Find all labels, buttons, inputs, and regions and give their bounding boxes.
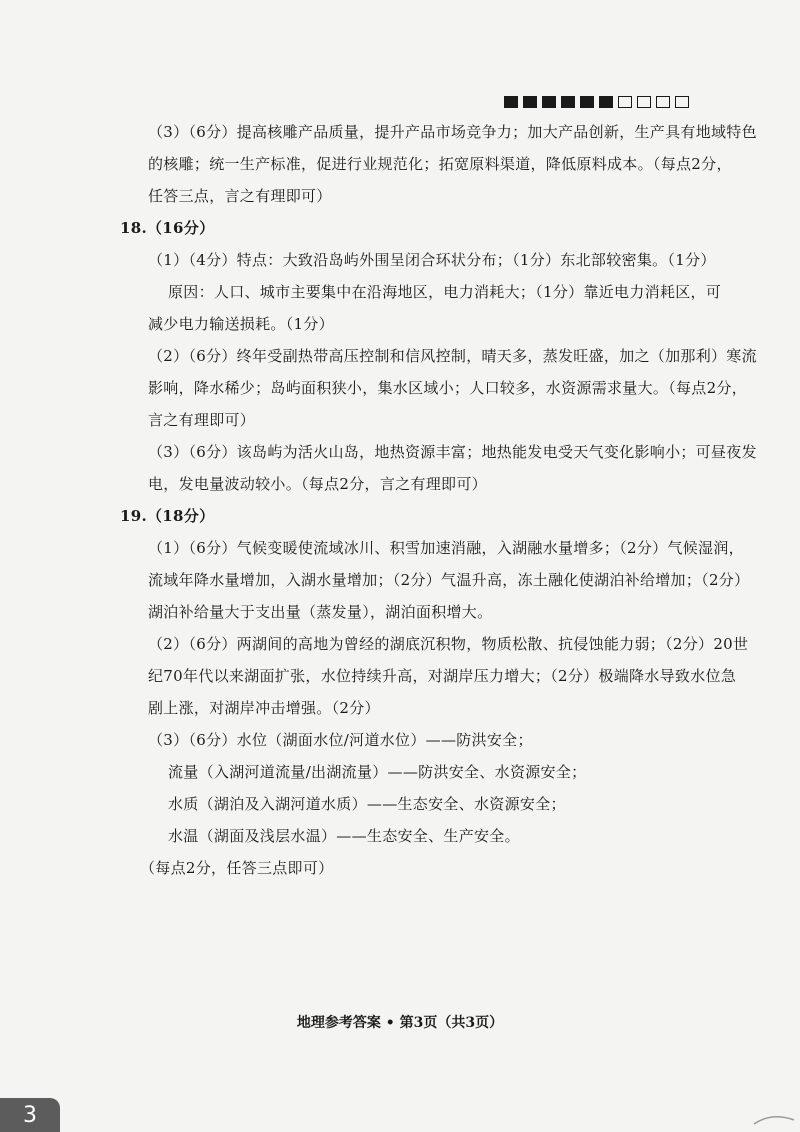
q19-line-10: 水温（湖面及浅层水温）——生态安全、生产安全。 [168,827,520,845]
q18-line-6: 言之有理即可） [148,411,256,429]
progress-square [504,96,518,108]
progress-square [618,96,632,108]
progress-square [561,96,575,108]
q19-line-11: （每点2分，任答三点即可） [140,859,334,877]
progress-square [523,96,537,108]
page-footer: 地理参考答案 • 第3页（共3页） [296,1015,504,1031]
page-curl-icon [752,1112,796,1126]
q18-line-7: （3）（6分）该岛屿为活火山岛，地热资源丰富；地热能发电受天气变化影响小；可昼夜发 [148,443,757,461]
q19-line-7: （3）（6分）水位（湖面水位/河道水位）——防洪安全； [148,731,533,749]
progress-square [675,96,689,108]
q17-3-line-1: （3）（6分）提高核雕产品质量，提升产品市场竞争力；加大产品创新，生产具有地域特色 [148,123,757,141]
q18-line-5: 影响，降水稀少；岛屿面积狭小，集水区域小；人口较多，水资源需求量大。（每点2分， [148,379,748,397]
progress-square [637,96,651,108]
q17-3-line-3: 任答三点，言之有理即可） [148,187,332,205]
progress-square [580,96,594,108]
q18-line-2: 原因：人口、城市主要集中在沿海地区，电力消耗大；（1分）靠近电力消耗区，可 [168,283,722,301]
q18-line-8: 电，发电量波动较小。（每点2分，言之有理即可） [148,475,487,493]
q18-line-4: （2）（6分）终年受副热带高压控制和信风控制，晴天多，蒸发旺盛，加之（加那利）寒流 [148,347,757,365]
q19-line-3: 湖泊补给量大于支出量（蒸发量），湖泊面积增大。 [148,603,493,621]
q18-line-3: 减少电力输送损耗。（1分） [148,315,334,333]
q19-line-4: （2）（6分）两湖间的高地为曾经的湖底沉积物，物质松散、抗侵蚀能力弱；（2分）20世 [148,635,749,653]
progress-marks [504,96,689,108]
q18-heading: 18.（16分） [120,219,215,237]
q19-heading: 19.（18分） [120,507,215,525]
q19-line-6: 剧上涨，对湖岸冲击增强。（2分） [148,699,380,717]
q19-line-5: 纪70年代以来湖面扩张，水位持续升高，对湖岸压力增大；（2分）极端降水导致水位急 [148,667,737,685]
q19-line-9: 水质（湖泊及入湖河道水质）——生态安全、水资源安全； [168,795,566,813]
q19-line-8: 流量（入湖河道流量/出湖流量）——防洪安全、水资源安全； [168,763,587,781]
progress-square [542,96,556,108]
progress-square [656,96,670,108]
q19-line-2: 流域年降水量增加，入湖水量增加；（2分）气温升高，冻土融化使湖泊补给增加；（2分） [148,571,750,589]
progress-square [599,96,613,108]
q19-line-1: （1）（6分）气候变暖使流域冰川、积雪加速消融，入湖融水量增多；（2分）气候湿润， [148,539,744,557]
page-number-badge: 3 [0,1098,60,1132]
q17-3-line-2: 的核雕；统一生产标准，促进行业规范化；拓宽原料渠道，降低原料成本。（每点2分， [148,155,732,173]
q18-line-1: （1）（4分）特点：大致沿岛屿外围呈闭合环状分布；（1分）东北部较密集。（1分） [148,251,716,269]
